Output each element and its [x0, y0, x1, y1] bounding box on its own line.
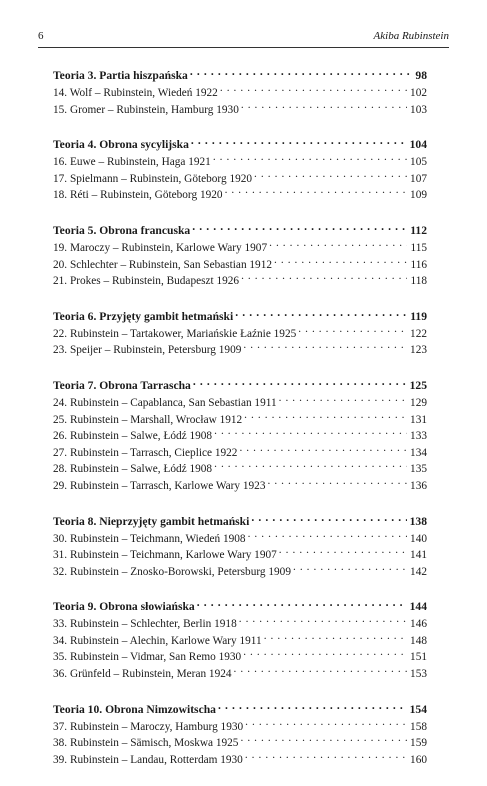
dot-leader [264, 632, 407, 644]
game-entry[interactable] [53, 751, 427, 768]
section-heading-page: 138 [409, 514, 427, 528]
game-entry-page: 102 [410, 87, 427, 99]
dot-leader [279, 546, 407, 558]
section-heading[interactable] [53, 67, 427, 84]
game-entry-page: 109 [410, 189, 427, 202]
game-entry-title: 24. Rubinstein – Capablanca, San Sebastian 1911 [53, 396, 277, 409]
toc-section [53, 136, 427, 203]
dot-leader [243, 648, 407, 660]
dot-leader [248, 530, 407, 542]
game-entry[interactable] [53, 734, 427, 751]
dot-leader [254, 170, 407, 182]
game-entry-title: 15. Gromer – Rubinstein, Hamburg 1930 [53, 103, 239, 116]
toc-section [53, 222, 427, 289]
dot-leader [193, 377, 407, 389]
dot-leader [267, 477, 407, 489]
dot-leader [218, 701, 407, 713]
game-entry-page: 107 [410, 172, 427, 185]
game-entry[interactable] [53, 648, 427, 665]
game-entry-title: 26. Rubinstein – Salwe, Łódź 1908 [53, 430, 213, 443]
dot-leader [214, 427, 407, 439]
dot-leader [245, 751, 407, 763]
game-entry-title: 29. Rubinstein – Tarrasch, Karlowe Wary 1923 [53, 479, 266, 492]
dot-leader [243, 341, 407, 353]
section-heading-title: Teoria 9. Obrona słowiańska [53, 600, 195, 614]
dot-leader [245, 718, 407, 730]
game-entry-title: 28. Rubinstein – Salwe, Łódź 1908 [53, 463, 213, 476]
dot-leader [241, 101, 407, 113]
game-entry-page: 159 [410, 737, 427, 750]
game-entry-page: 134 [410, 446, 427, 459]
game-entry[interactable] [53, 272, 427, 289]
game-entry-page: 136 [410, 479, 427, 492]
game-entry[interactable] [53, 530, 427, 547]
section-heading-title: Teoria 7. Obrona Tarrascha [53, 378, 191, 392]
game-entry-page: 123 [410, 344, 427, 357]
page-header [38, 30, 449, 48]
game-entry-title: 19. Maroczy – Rubinstein, Karlowe Wary 1907 [53, 241, 268, 254]
game-entry[interactable] [53, 563, 427, 580]
toc-section [53, 701, 427, 768]
game-entry[interactable] [53, 460, 427, 477]
game-entry[interactable] [53, 615, 427, 632]
dot-leader [191, 136, 407, 148]
section-heading-page: 144 [409, 600, 427, 614]
toc-section [53, 308, 427, 358]
game-entry-title: 18. Réti – Rubinstein, Göteborg 1920 [53, 189, 223, 202]
game-entry-title: 37. Rubinstein – Maroczy, Hamburg 1930 [53, 720, 244, 733]
game-entry-title: 17. Spielmann – Rubinstein, Göteborg 1920 [53, 172, 253, 185]
section-heading-title: Teoria 6. Przyjęty gambit hetmański [53, 309, 234, 323]
game-entry-page: 140 [410, 532, 427, 545]
game-entry-page: 103 [410, 103, 427, 116]
game-entry[interactable] [53, 546, 427, 563]
game-entry[interactable] [53, 186, 427, 203]
dot-leader [279, 394, 407, 406]
dot-leader [240, 734, 407, 746]
toc-section [53, 598, 427, 681]
section-heading-title: Teoria 8. Nieprzyjęty gambit hetmański [53, 514, 250, 528]
game-entry-page: 135 [410, 463, 427, 476]
game-entry-title: 20. Schlechter – Rubinstein, San Sebastian 1912 [53, 258, 273, 271]
game-entry[interactable] [53, 444, 427, 461]
game-entry-page: 148 [410, 634, 427, 647]
section-heading[interactable] [53, 308, 427, 325]
game-entry-page: 151 [410, 651, 427, 664]
section-heading[interactable] [53, 513, 427, 530]
running-title: Akiba Rubinstein [373, 30, 449, 42]
game-entry[interactable] [53, 341, 427, 358]
game-entry[interactable] [53, 256, 427, 273]
section-heading[interactable] [53, 377, 427, 394]
dot-leader [293, 563, 407, 575]
game-entry[interactable] [53, 394, 427, 411]
game-entry-title: 31. Rubinstein – Teichmann, Karlowe Wary 1907 [53, 549, 277, 562]
dot-leader [244, 411, 407, 423]
game-entry-page: 115 [410, 241, 427, 254]
dot-leader [213, 153, 407, 165]
game-entry-title: 33. Rubinstein – Schlechter, Berlin 1918 [53, 618, 237, 631]
game-entry-page: 142 [410, 565, 427, 578]
game-entry-title: 30. Rubinstein – Teichmann, Wiedeń 1908 [53, 532, 246, 545]
game-entry-page: 133 [410, 430, 427, 443]
section-heading[interactable] [53, 136, 427, 153]
dot-leader [251, 513, 406, 525]
section-heading[interactable] [53, 701, 427, 718]
dot-leader [234, 665, 408, 677]
game-entry-page: 116 [410, 258, 427, 271]
game-entry-title: 34. Rubinstein – Alechin, Karlowe Wary 1911 [53, 634, 262, 647]
game-entry[interactable] [53, 477, 427, 494]
game-entry[interactable] [53, 101, 427, 118]
section-heading-page: 125 [409, 378, 427, 392]
game-entry-page: 160 [410, 753, 427, 766]
section-heading-page: 98 [415, 69, 427, 82]
toc-section [53, 377, 427, 494]
dot-leader [214, 460, 407, 472]
game-entry[interactable] [53, 170, 427, 187]
dot-leader [192, 222, 407, 234]
toc-section [53, 513, 427, 580]
dot-leader [190, 67, 413, 79]
section-heading-title: Teoria 5. Obrona francuska [53, 223, 191, 237]
game-entry-title: 38. Rubinstein – Sämisch, Moskwa 1925 [53, 737, 239, 750]
game-entry-page: 118 [410, 275, 427, 288]
section-heading-title: Teoria 4. Obrona sycylijska [53, 138, 189, 152]
game-entry[interactable] [53, 718, 427, 735]
game-entry-page: 129 [410, 396, 427, 409]
game-entry-title: 36. Grünfeld – Rubinstein, Meran 1924 [53, 668, 232, 681]
dot-leader [225, 186, 407, 198]
game-entry-title: 27. Rubinstein – Tarrasch, Cieplice 1922 [53, 446, 238, 459]
game-entry-title: 39. Rubinstein – Landau, Rotterdam 1930 [53, 753, 243, 766]
section-heading-title: Teoria 3. Partia hiszpańska [53, 69, 188, 82]
dot-leader [197, 598, 407, 610]
game-entry[interactable] [53, 325, 427, 342]
dot-leader [239, 444, 407, 456]
section-heading[interactable] [53, 222, 427, 239]
section-heading-page: 154 [409, 702, 427, 716]
section-heading-page: 119 [410, 309, 427, 323]
dot-leader [298, 325, 407, 337]
header-rule [38, 47, 449, 48]
dot-leader [239, 615, 407, 627]
toc-section [53, 67, 427, 117]
section-heading-page: 104 [409, 138, 427, 152]
game-entry-page: 146 [410, 618, 427, 631]
dot-leader [274, 256, 407, 268]
game-entry-page: 153 [410, 668, 427, 681]
game-entry-title: 22. Rubinstein – Tartakower, Mariańskie Łaźnie 1925 [53, 327, 297, 340]
game-entry-title: 35. Rubinstein – Vidmar, San Remo 1930 [53, 651, 242, 664]
dot-leader [269, 239, 407, 251]
game-entry[interactable] [53, 632, 427, 649]
game-entry[interactable] [53, 665, 427, 682]
game-entry-title: 16. Euwe – Rubinstein, Haga 1921 [53, 156, 211, 169]
dot-leader [241, 272, 407, 284]
section-heading-page: 112 [410, 223, 427, 237]
game-entry-title: 25. Rubinstein – Marshall, Wrocław 1912 [53, 413, 243, 426]
game-entry-page: 122 [410, 327, 427, 340]
game-entry-page: 131 [410, 413, 427, 426]
section-heading[interactable] [53, 598, 427, 615]
dot-leader [235, 308, 407, 320]
game-entry[interactable] [53, 411, 427, 428]
game-entry[interactable] [53, 153, 427, 170]
section-heading-title: Teoria 10. Obrona Nimzowitscha [53, 702, 216, 716]
game-entry-title: 23. Speijer – Rubinstein, Petersburg 1909 [53, 344, 242, 357]
game-entry-page: 158 [410, 720, 427, 733]
game-entry[interactable] [53, 239, 427, 256]
game-entry[interactable] [53, 427, 427, 444]
game-entry-page: 105 [410, 156, 427, 169]
game-entry-title: 21. Prokes – Rubinstein, Budapeszt 1926 [53, 275, 240, 288]
game-entry-title: 14. Wolf – Rubinstein, Wiedeń 1922 [53, 87, 218, 99]
game-entry-page: 141 [410, 549, 427, 562]
game-entry-title: 32. Rubinstein – Znosko-Borowski, Petersburg 1909 [53, 565, 291, 578]
dot-leader [220, 84, 407, 96]
game-entry[interactable] [53, 84, 427, 101]
table-of-contents [53, 67, 427, 786]
page-number: 6 [38, 30, 44, 42]
